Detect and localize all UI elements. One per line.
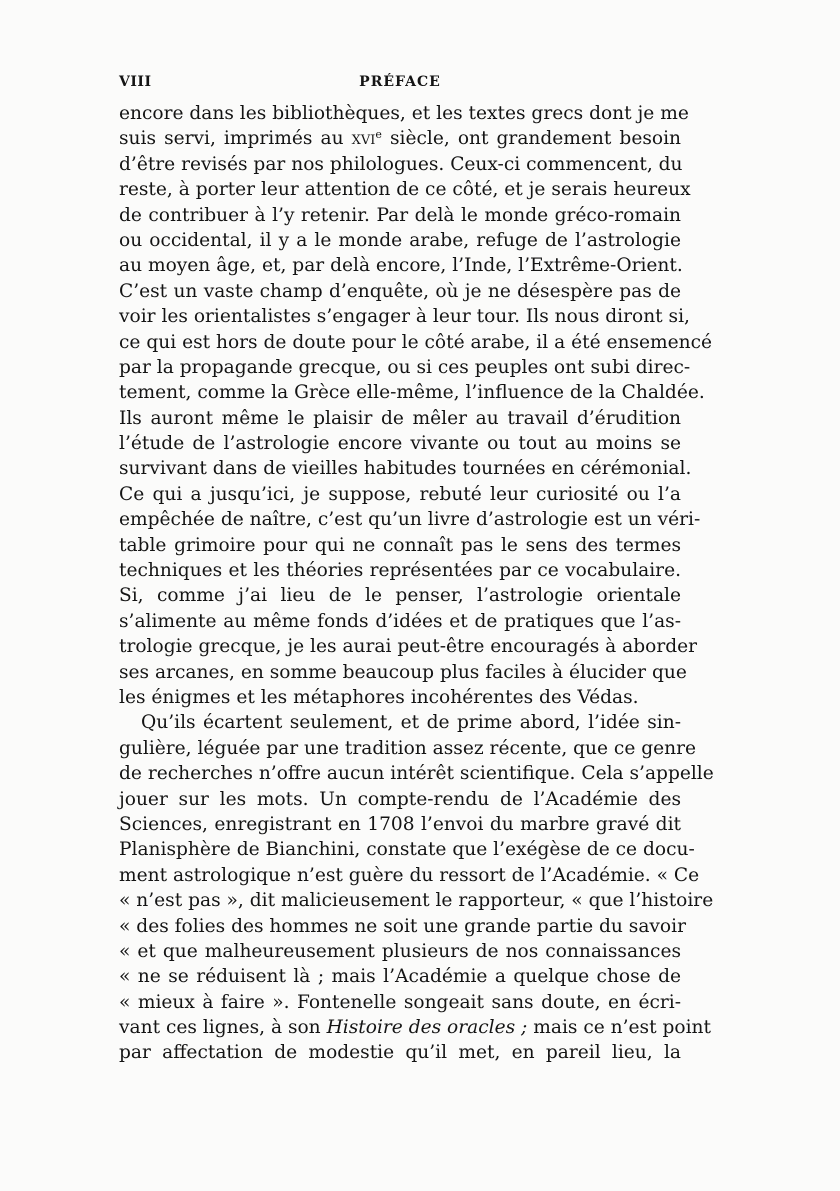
text-line: ou occidental, il y a le monde arabe, refuge de l’astrologie: [119, 229, 681, 251]
text-line: jouer sur les mots. Un compte-rendu de l’Académie des: [119, 788, 681, 810]
text-line: ses arcanes, en somme beaucoup plus faciles à élucider que: [119, 661, 687, 683]
text-line: Si, comme j’ai lieu de le penser, l’astrologie orientale: [119, 585, 681, 607]
text-line: ce qui est hors de doute pour le côté arabe, il a été ensemencé: [119, 331, 713, 353]
text-line: l’étude de l’astrologie encore vivante ou tout au moins se: [119, 433, 681, 455]
text-line: Ce qui a jusqu’ici, je suppose, rebuté leur curiosité ou l’a: [119, 483, 681, 505]
text-line: tement, comme la Grèce elle-même, l’influence de la Chaldée.: [119, 382, 705, 404]
text-line: voir les orientalistes s’engager à leur tour. Ils nous diront si,: [119, 306, 690, 328]
text-line: « et que malheureusement plusieurs de nos connaissances: [119, 940, 681, 962]
text-line: par affectation de modestie qu’il met, en pareil lieu, la: [119, 1042, 681, 1064]
text-line: Sciences, enregistrant en 1708 l’envoi du marbre gravé dit: [119, 813, 681, 835]
page-number: VIII: [119, 74, 152, 90]
text-line: « des folies des hommes ne soit une grande partie du savoir: [119, 915, 686, 937]
text-line: gulière, léguée par une tradition assez récente, que ce genre: [119, 737, 697, 759]
text-line: ment astrologique n’est guère du ressort de l’Académie. « Ce: [119, 864, 700, 886]
text-line: au moyen âge, et, par delà encore, l’Inde, l’Extrême-Orient.: [119, 255, 683, 277]
text-line: C’est un vaste champ d’enquête, où je ne désespère pas de: [119, 280, 681, 302]
text-line: reste, à porter leur attention de ce côté, et je serais heureux: [119, 179, 691, 201]
text-line: Ils auront même le plaisir de mêler au travail d’érudition: [119, 407, 681, 429]
text-line: s’alimente au même fonds d’idées et de pratiques que l’as-: [119, 610, 681, 632]
text-line: d’être revisés par nos philologues. Ceux-ci commencent, du: [119, 153, 683, 175]
body-text: [119, 101, 714, 1066]
text-line: techniques et les théories représentées par ce vocabulaire.: [119, 560, 681, 582]
text-line: encore dans les bibliothèques, et les textes grecs dont je me: [119, 103, 689, 124]
text-line: suis servi, imprimés au xvi$^e$ siècle, ont grandement besoin: [119, 128, 681, 150]
text-line: vant ces lignes, à son Histoire des oracles ; mais ce n’est point: [119, 1017, 711, 1039]
text-line: Qu’ils écartent seulement, et de prime abord, l’idée sin-: [141, 712, 681, 734]
text-line: Planisphère de Bianchini, constate que l’exégèse de ce docu-: [119, 839, 695, 861]
text-line: empêchée de naître, c’est qu’un livre d’astrologie est un véri-: [119, 509, 701, 531]
text-line: trologie grecque, je les aurai peut-être encouragés à aborder: [119, 636, 698, 658]
text-line: « n’est pas », dit malicieusement le rapporteur, « que l’histoire: [119, 890, 714, 912]
text-line: de contribuer à l’y retenir. Par delà le monde gréco-romain: [119, 204, 681, 226]
text-line: « mieux à faire ». Fontenelle songeait sans doute, en écri-: [119, 991, 681, 1013]
running-head: PRÉFACE: [359, 74, 441, 90]
text-line: les énigmes et les métaphores incohérentes des Védas.: [119, 686, 639, 708]
page-header: [119, 74, 681, 92]
text-line: table grimoire pour qui ne connaît pas le sens des termes: [119, 534, 681, 556]
text-line: par la propagande grecque, ou si ces peuples ont subi direc-: [119, 356, 691, 378]
text-line: survivant dans de vieilles habitudes tournées en cérémonial.: [119, 458, 692, 480]
text-line: de recherches n’offre aucun intérêt scientifique. Cela s’appelle: [119, 763, 714, 785]
text-line: « ne se réduisent là ; mais l’Académie a quelque chose de: [119, 966, 681, 988]
